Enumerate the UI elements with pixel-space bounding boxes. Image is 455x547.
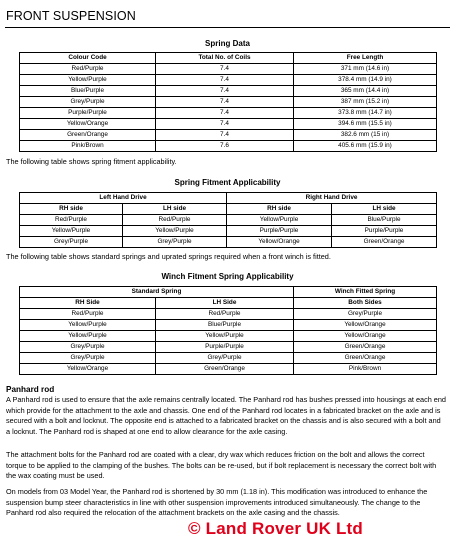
column-header: RH Side	[20, 298, 156, 309]
table-cell: Purple/Purple	[156, 342, 294, 353]
table-cell: Grey/Purple	[123, 237, 227, 248]
table-row	[20, 364, 437, 375]
table-cell: 387 mm (15.2 in)	[294, 97, 437, 108]
table-row	[20, 141, 437, 152]
copyright-watermark: © Land Rover UK Ltd	[188, 519, 363, 538]
table-cell: 382.6 mm (15 in)	[294, 130, 437, 141]
column-header: Total No. of Coils	[156, 53, 294, 64]
table-cell: Grey/Purple	[156, 353, 294, 364]
table-row	[20, 342, 437, 353]
table-row	[20, 119, 437, 130]
table-row	[20, 226, 437, 237]
table-cell: Yellow/Purple	[20, 320, 156, 331]
table-row	[20, 215, 437, 226]
spring-data-table	[19, 52, 437, 152]
fitment-caption: Spring Fitment Applicability	[174, 178, 281, 187]
table-row	[20, 86, 437, 97]
section-title: FRONT SUSPENSION	[6, 9, 136, 23]
table-cell: 7.4	[156, 86, 294, 97]
table-cell: 7.4	[156, 108, 294, 119]
table-cell: Pink/Brown	[20, 141, 156, 152]
table-cell: Grey/Purple	[20, 97, 156, 108]
table-row	[20, 130, 437, 141]
table-cell: Blue/Purple	[332, 215, 437, 226]
group-header: Right Hand Drive	[227, 193, 437, 204]
panhard-paragraph-3: On models from 03 Model Year, the Panhard rod is shortened by 30 mm (1.18 in). This modification was introduced to enhance the suspension bump steer characteristics in line with other suspension improvements introduced simultaneously. The change to the Panhard rod also required the relocation of the attachment brackets on the axle casing and the chassis.	[6, 487, 428, 517]
table-cell: Red/Purple	[156, 309, 294, 320]
table-cell: 373.8 mm (14.7 in)	[294, 108, 437, 119]
table-cell: 7.6	[156, 141, 294, 152]
table-cell: 7.4	[156, 119, 294, 130]
table-cell: Yellow/Orange	[20, 119, 156, 130]
panhard-heading: Panhard rod	[6, 385, 55, 394]
table-cell: 365 mm (14.4 in)	[294, 86, 437, 97]
table-cell: Blue/Purple	[20, 86, 156, 97]
fitment-intro-text: The following table shows spring fitment applicability.	[6, 157, 177, 166]
column-header: RH side	[227, 204, 332, 215]
table-row	[20, 108, 437, 119]
table-cell: Green/Orange	[20, 130, 156, 141]
table-cell: Grey/Purple	[294, 309, 437, 320]
table-cell: Red/Purple	[123, 215, 227, 226]
table-cell: 405.6 mm (15.9 in)	[294, 141, 437, 152]
table-cell: Grey/Purple	[20, 342, 156, 353]
title-divider	[5, 27, 450, 28]
winch-table	[19, 286, 437, 375]
table-cell: Yellow/Purple	[20, 75, 156, 86]
table-row	[20, 75, 437, 86]
table-row	[20, 309, 437, 320]
table-cell: Yellow/Orange	[294, 320, 437, 331]
table-row	[20, 331, 437, 342]
column-header: Free Length	[294, 53, 437, 64]
group-header: Left Hand Drive	[20, 193, 227, 204]
column-header: LH side	[123, 204, 227, 215]
table-cell: Yellow/Purple	[227, 215, 332, 226]
table-group-header-row	[20, 193, 437, 204]
table-header-row	[20, 204, 437, 215]
table-cell: Pink/Brown	[294, 364, 437, 375]
table-cell: 378.4 mm (14.9 in)	[294, 75, 437, 86]
table-cell: 371 mm (14.6 in)	[294, 64, 437, 75]
table-cell: Yellow/Orange	[227, 237, 332, 248]
table-cell: Purple/Purple	[332, 226, 437, 237]
table-cell: Green/Orange	[156, 364, 294, 375]
table-row	[20, 97, 437, 108]
table-cell: Yellow/Purple	[156, 331, 294, 342]
table-cell: 7.4	[156, 130, 294, 141]
table-cell: Yellow/Orange	[294, 331, 437, 342]
table-cell: 7.4	[156, 97, 294, 108]
spring-data-caption: Spring Data	[205, 39, 250, 48]
table-cell: Yellow/Orange	[20, 364, 156, 375]
table-cell: Green/Orange	[294, 342, 437, 353]
table-row	[20, 353, 437, 364]
table-header-row	[20, 298, 437, 309]
table-cell: Grey/Purple	[20, 353, 156, 364]
table-cell: 7.4	[156, 75, 294, 86]
winch-caption: Winch Fitment Spring Applicability	[161, 272, 294, 281]
panhard-paragraph-2: The attachment bolts for the Panhard rod are coated with a clear, dry wax which reduces friction on the bolt and allows the correct torque to be applied to the clamping of the bushes. The bolts can be re-used, but if bolt replacement is necessary the correct bolt with the wax coating must be used.	[6, 450, 437, 480]
table-cell: Red/Purple	[20, 64, 156, 75]
column-header: RH side	[20, 204, 123, 215]
table-cell: Yellow/Purple	[20, 226, 123, 237]
column-header: LH Side	[156, 298, 294, 309]
table-cell: Purple/Purple	[227, 226, 332, 237]
panhard-paragraph-1: A Panhard rod is used to ensure that the axle remains centrally located. The Panhard rod has bushes pressed into housings at each end which provide for the attachment to the axle and chassis. One end of the Panhard rod locates in a fabricated bracket on the axle and is secured with a bolt and locknut. The opposite end is attached to a fabricated bracket on the chassis and is also secured with a bolt and a locknut. The Panhard rod is shaped at one end to allow clearance for the axle casing.	[6, 395, 446, 436]
table-cell: Purple/Purple	[20, 108, 156, 119]
table-cell: Grey/Purple	[20, 237, 123, 248]
table-group-header-row	[20, 287, 437, 298]
table-row	[20, 64, 437, 75]
column-header: Colour Code	[20, 53, 156, 64]
table-cell: 394.6 mm (15.5 in)	[294, 119, 437, 130]
table-cell: Green/Orange	[332, 237, 437, 248]
column-header: LH side	[332, 204, 437, 215]
table-header-row	[20, 53, 437, 64]
table-cell: Red/Purple	[20, 215, 123, 226]
table-cell: Blue/Purple	[156, 320, 294, 331]
table-cell: 7.4	[156, 64, 294, 75]
table-cell: Green/Orange	[294, 353, 437, 364]
table-cell: Yellow/Purple	[20, 331, 156, 342]
winch-intro-text: The following table shows standard springs and uprated springs required when a front winch is fitted.	[6, 252, 331, 261]
table-row	[20, 320, 437, 331]
table-cell: Yellow/Purple	[123, 226, 227, 237]
group-header: Standard Spring	[20, 287, 294, 298]
table-row	[20, 237, 437, 248]
fitment-table	[19, 192, 437, 248]
column-header: Both Sides	[294, 298, 437, 309]
table-cell: Red/Purple	[20, 309, 156, 320]
group-header: Winch Fitted Spring	[294, 287, 437, 298]
